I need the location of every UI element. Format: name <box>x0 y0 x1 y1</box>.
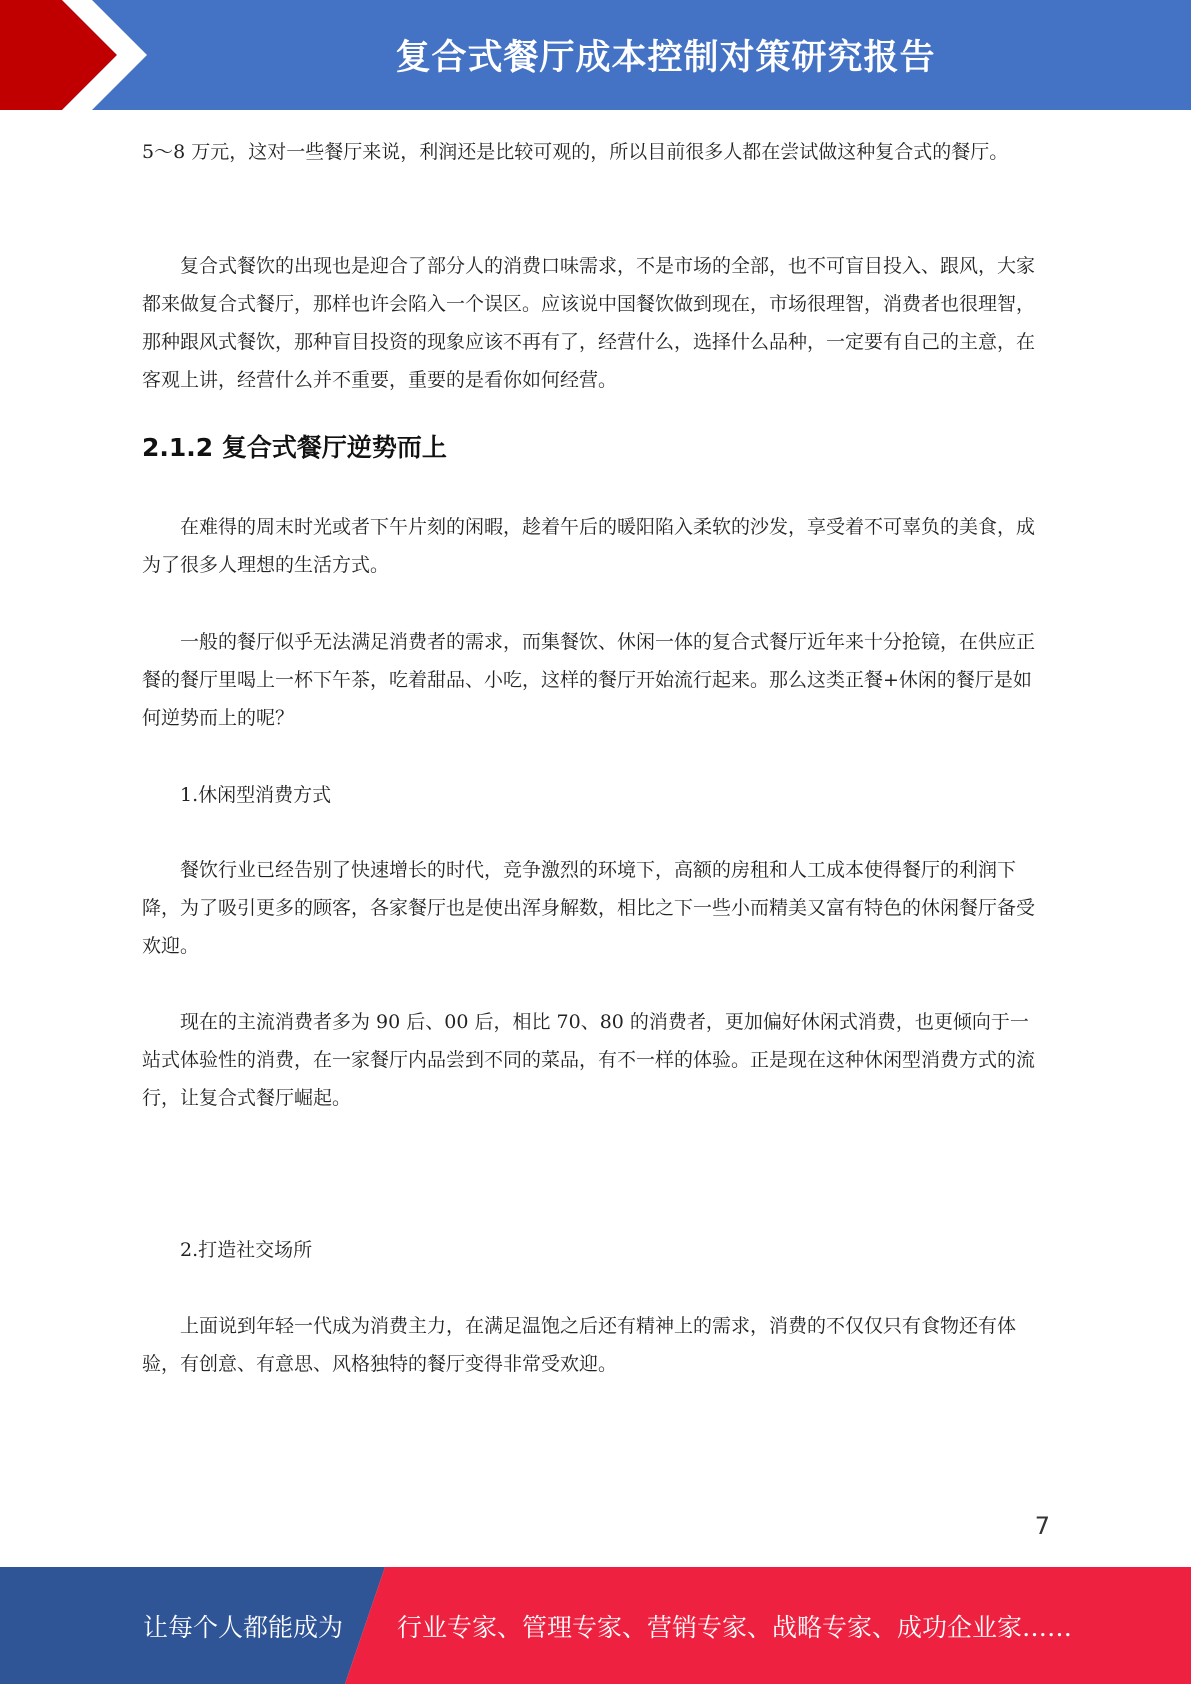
paragraph-7: 上面说到年轻一代成为消费主力，在满足温饱之后还有精神上的需求，消费的不仅仅只有食物还有体验，有创意、有意思、风格独特的餐厅变得非常受欢迎。 <box>142 1315 1017 1375</box>
subheading-2: 2.打造社交场所 <box>180 1239 313 1261</box>
document-title: 复合式餐厅成本控制对策研究报告 <box>395 38 936 78</box>
section-heading: 2.1.2 复合式餐厅逆势而上 <box>142 433 447 462</box>
paragraph-2: 复合式餐饮的出现也是迎合了部分人的消费口味需求，不是市场的全部，也不可盲目投入、跟风，大家都来做复合式餐厅，那样也许会陷入一个误区。应该说中国餐饮做到现在，市场很理智，消费者也很理智，那种跟风式餐饮，那种盲目投资的现象应该不再有了，经营什么，选择什么品种，一定要有自己的主意，在客观上讲，经营什么并不重要，重要的是看你如何经营。 <box>142 255 1036 391</box>
paragraph-5: 餐饮行业已经告别了快速增长的时代，竞争激烈的环境下，高额的房租和人工成本使得餐厅的利润下降，为了吸引更多的顾客，各家餐厅也是使出浑身解数，相比之下一些小而精美又富有特色的休闲餐厅备受欢迎。 <box>142 859 1036 957</box>
subheading-1: 1.休闲型消费方式 <box>180 784 332 806</box>
header-bar <box>0 0 1191 110</box>
chevron-decoration-icon <box>0 0 160 110</box>
footer-banner <box>0 1567 1191 1684</box>
footer-slogan-left: 让每个人都能成为 <box>143 1612 344 1642</box>
footer-slogan-right: 行业专家、管理专家、营销专家、战略专家、成功企业家…… <box>397 1612 1073 1642</box>
paragraph-3: 在难得的周末时光或者下午片刻的闲暇，趁着午后的暖阳陷入柔软的沙发，享受着不可辜负的美食，成为了很多人理想的生活方式。 <box>142 516 1036 576</box>
paragraph-4: 一般的餐厅似乎无法满足消费者的需求，而集餐饮、休闲一体的复合式餐厅近年来十分抢镜，在供应正餐的餐厅里喝上一杯下午茶，吃着甜品、小吃，这样的餐厅开始流行起来。那么这类正餐+休闲的餐厅是如何逆势而上的呢？ <box>142 631 1036 729</box>
paragraph-1: 5～8 万元，这对一些餐厅来说，利润还是比较可观的，所以目前很多人都在尝试做这种复合式的餐厅。 <box>142 141 1009 163</box>
paragraph-6: 现在的主流消费者多为 90 后、00 后，相比 70、80 的消费者，更加偏好休闲式消费，也更倾向于一站式体验性的消费，在一家餐厅内品尝到不同的菜品，有不一样的体验。正是现在这种休闲型消费方式的流行，让复合式餐厅崛起。 <box>142 1011 1036 1109</box>
page-number: 7 <box>1034 1512 1050 1540</box>
